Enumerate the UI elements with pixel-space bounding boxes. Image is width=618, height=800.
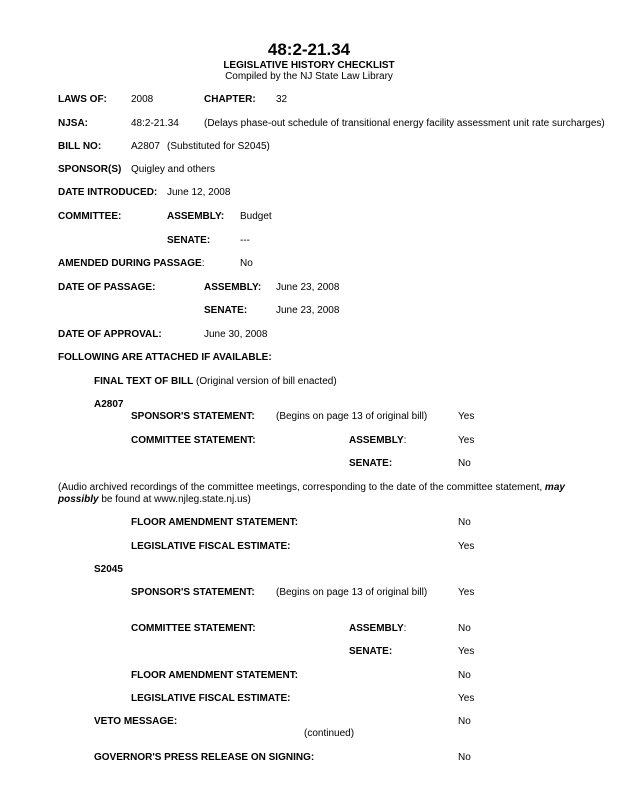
a2807-floor-label: FLOOR AMENDMENT STATEMENT: (131, 517, 299, 528)
compiled-by: Compiled by the NJ State Law Library (225, 71, 393, 82)
s2045-sponsor-label: SPONSOR'S STATEMENT: (131, 587, 255, 598)
amended-label: AMENDED DURING PASSAGE (58, 258, 202, 269)
s2045-floor-value: No (458, 670, 471, 681)
veto-message-value: No (458, 716, 471, 727)
date-of-approval-label: DATE OF APPROVAL: (58, 329, 162, 340)
bill-no-value: A2807 (131, 141, 160, 152)
bill-no-label: BILL NO: (58, 141, 102, 152)
date-introduced-label: DATE INTRODUCED: (58, 187, 158, 198)
a2807-assembly-row: ASSEMBLY: (349, 435, 407, 446)
date-introduced-value: June 12, 2008 (167, 187, 231, 198)
a2807-heading: A2807 (94, 399, 124, 410)
amended-row (58, 258, 205, 270)
press-release-label: GOVERNOR'S PRESS RELEASE ON SIGNING: (94, 752, 315, 763)
njsa-label: NJSA: (58, 118, 89, 129)
chapter-label: CHAPTER: (204, 94, 256, 105)
audio-archive-note (58, 482, 603, 506)
audio-note-before: (Audio archived recordings of the committee meetings, corresponding to the date of the committee statement, (58, 482, 545, 493)
committee-senate-label: SENATE: (167, 235, 211, 246)
a2807-assembly-value: Yes (458, 435, 475, 446)
laws-of-label: LAWS OF: (58, 94, 107, 105)
a2807-senate-value: No (458, 458, 471, 469)
committee-assembly-value: Budget (240, 211, 272, 222)
s2045-committee-label: COMMITTEE STATEMENT: (131, 623, 256, 634)
a2807-fiscal-label: LEGISLATIVE FISCAL ESTIMATE: (131, 541, 291, 552)
a2807-senate-label: SENATE: (349, 458, 393, 469)
s2045-assembly-row: ASSEMBLY: (349, 623, 407, 634)
final-text-label: FINAL TEXT OF BILL (94, 376, 194, 387)
chapter-value: 32 (276, 94, 288, 105)
amended-value: No (240, 258, 253, 269)
passage-assembly-label: ASSEMBLY: (204, 282, 262, 293)
date-of-passage-label: DATE OF PASSAGE: (58, 282, 156, 293)
continued-note: (continued) (304, 728, 355, 739)
sponsors-label: SPONSOR(S) (58, 164, 122, 175)
bill-no-note: (Substituted for S2045) (167, 141, 270, 152)
audio-note-after: be found at www.njleg.state.nj.us) (98, 494, 251, 505)
final-text-row (94, 376, 337, 388)
a2807-sponsor-label: SPONSOR'S STATEMENT: (131, 411, 255, 422)
passage-assembly-value: June 23, 2008 (276, 282, 340, 293)
amended-colon: : (201, 258, 205, 269)
s2045-senate-value: Yes (458, 646, 475, 657)
s2045-assembly-label: ASSEMBLY (349, 623, 404, 634)
final-text-note: (Original version of bill enacted) (196, 376, 337, 387)
committee-senate-value: --- (240, 235, 250, 246)
passage-senate-label: SENATE: (204, 305, 248, 316)
s2045-fiscal-value: Yes (458, 693, 475, 704)
a2807-assembly-label: ASSEMBLY (349, 435, 404, 446)
statute-citation: 48:2-21.34 (267, 40, 351, 59)
a2807-sponsor-note: (Begins on page 13 of original bill) (276, 411, 428, 422)
committee-assembly-label: ASSEMBLY: (167, 211, 225, 222)
s2045-heading: S2045 (94, 564, 123, 575)
laws-of-value: 2008 (131, 94, 154, 105)
sponsors-value: Quigley and others (131, 164, 215, 175)
njsa-value: 48:2-21.34 (131, 118, 179, 129)
a2807-fiscal-value: Yes (458, 541, 475, 552)
audio-note-emphasis: may possibly (58, 482, 565, 505)
s2045-sponsor-value: Yes (458, 587, 475, 598)
s2045-fiscal-label: LEGISLATIVE FISCAL ESTIMATE: (131, 693, 291, 704)
committee-label: COMMITTEE: (58, 211, 122, 222)
attached-heading: FOLLOWING ARE ATTACHED IF AVAILABLE: (58, 352, 272, 363)
a2807-sponsor-value: Yes (458, 411, 475, 422)
a2807-floor-value: No (458, 517, 471, 528)
a2807-committee-label: COMMITTEE STATEMENT: (131, 435, 256, 446)
s2045-floor-label: FLOOR AMENDMENT STATEMENT: (131, 670, 299, 681)
s2045-assembly-value: No (458, 623, 471, 634)
press-release-value: No (458, 752, 471, 763)
s2045-senate-label: SENATE: (349, 646, 393, 657)
date-of-approval-value: June 30, 2008 (204, 329, 268, 340)
checklist-title: LEGISLATIVE HISTORY CHECKLIST (223, 60, 395, 71)
passage-senate-value: June 23, 2008 (276, 305, 340, 316)
njsa-description: (Delays phase-out schedule of transitional energy facility assessment unit rate surcharges) (204, 118, 605, 129)
veto-message-label: VETO MESSAGE: (94, 716, 178, 727)
s2045-sponsor-note: (Begins on page 13 of original bill) (276, 587, 428, 598)
